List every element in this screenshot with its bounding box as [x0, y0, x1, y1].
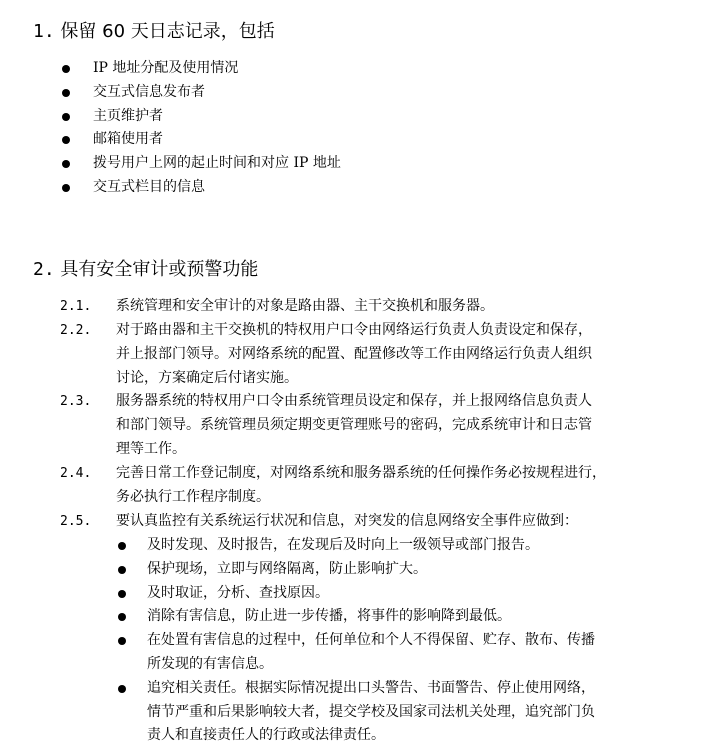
list-item-text: 情节严重和后果影响较大者，提交学校及国家司法机关处理，追究部门负	[147, 703, 595, 720]
section-2-heading	[33, 258, 258, 282]
paragraph-line: 要认真监控有关系统运行状况和信息，对突发的信息网络安全事件应做到：	[116, 513, 578, 529]
list-item-text: IP 地址分配及使用情况	[93, 60, 239, 76]
list-item-text: 及时取证，分析、查找原因。	[147, 584, 329, 601]
section-1-heading	[33, 20, 275, 44]
list-item	[0, 629, 595, 677]
paragraph-line: 讨论，方案确定后付诸实施。	[116, 369, 298, 386]
paragraph-line: 对于路由器和主干交换机的特权用户口令由网络运行负责人负责设定和保存，	[116, 322, 592, 338]
bullet-icon	[118, 542, 126, 550]
paragraph-line: 务必执行工作程序制度。	[116, 488, 270, 505]
bullet-icon	[118, 613, 126, 621]
list-item	[0, 605, 595, 629]
paragraph-line: 服务器系统的特权用户口令由系统管理员设定和保存，并上报网络信息负责人	[116, 393, 592, 409]
list-item-text: 交互式栏目的信息	[93, 178, 205, 195]
bullet-icon	[118, 590, 126, 598]
list-item-text: 追究相关责任。根据实际情况提出口头警告、书面警告、停止使用网络，	[147, 679, 595, 696]
bullet-icon	[62, 136, 70, 144]
bullet-icon	[118, 566, 126, 574]
subsection-number: 2.4.	[60, 466, 92, 481]
list-item-text: 在处置有害信息的过程中，任何单位和个人不得保留、贮存、散布、传播	[147, 632, 595, 649]
subsection-number: 2.2.	[60, 323, 92, 338]
subsection-number: 2.3.	[60, 394, 92, 409]
bullet-icon	[62, 113, 70, 121]
list-item-text: 保护现场，立即与网络隔离，防止影响扩大。	[147, 560, 427, 577]
subsection-number: 2.5.	[60, 514, 92, 529]
list-item-text: 主页维护者	[93, 107, 163, 124]
section-2-title: 具有安全审计或预警功能	[60, 259, 259, 280]
paragraph-line: 和部门领导。系统管理员须定期变更管理账号的密码，完成系统审计和日志管	[116, 416, 592, 433]
list-item	[0, 534, 595, 558]
list-item-text: 消除有害信息，防止进一步传播，将事件的影响降到最低。	[147, 608, 511, 625]
response-actions-list	[0, 534, 595, 748]
list-item-text: 交互式信息发布者	[93, 83, 205, 100]
bullet-icon	[118, 685, 126, 693]
list-item-text: 所发现的有害信息。	[147, 655, 273, 672]
paragraph-line: 完善日常工作登记制度，对网络系统和服务器系统的任何操作务必按规程进行，	[116, 465, 606, 481]
list-item	[0, 677, 595, 748]
paragraph-line: 并上报部门领导。对网络系统的配置、配置修改等工作由网络运行负责人组织	[116, 345, 592, 362]
section-1-title: 保留 60 天日志记录，包括	[60, 21, 275, 42]
list-item-text: 责人和直接责任人的行政或法律责任。	[147, 727, 385, 744]
list-item-text: 拨号用户上网的起止时间和对应 IP 地址	[93, 155, 341, 172]
list-item-text: 及时发现、及时报告，在发现后及时向上一级领导或部门报告。	[147, 537, 539, 553]
bullet-icon	[118, 637, 126, 645]
subsection-number: 2.1.	[60, 299, 92, 314]
section-1-number: 1.	[33, 21, 55, 42]
bullet-icon	[62, 160, 70, 168]
bullet-icon	[62, 89, 70, 97]
list-item-text: 邮箱使用者	[93, 131, 163, 148]
bullet-icon	[62, 184, 70, 192]
paragraph-line: 理等工作。	[116, 440, 186, 457]
section-2-number: 2.	[33, 259, 55, 280]
paragraph-line: 系统管理和安全审计的对象是路由器、主干交换机和服务器。	[116, 298, 494, 314]
list-item	[0, 558, 595, 582]
bullet-icon	[62, 65, 70, 73]
list-item	[0, 582, 595, 606]
